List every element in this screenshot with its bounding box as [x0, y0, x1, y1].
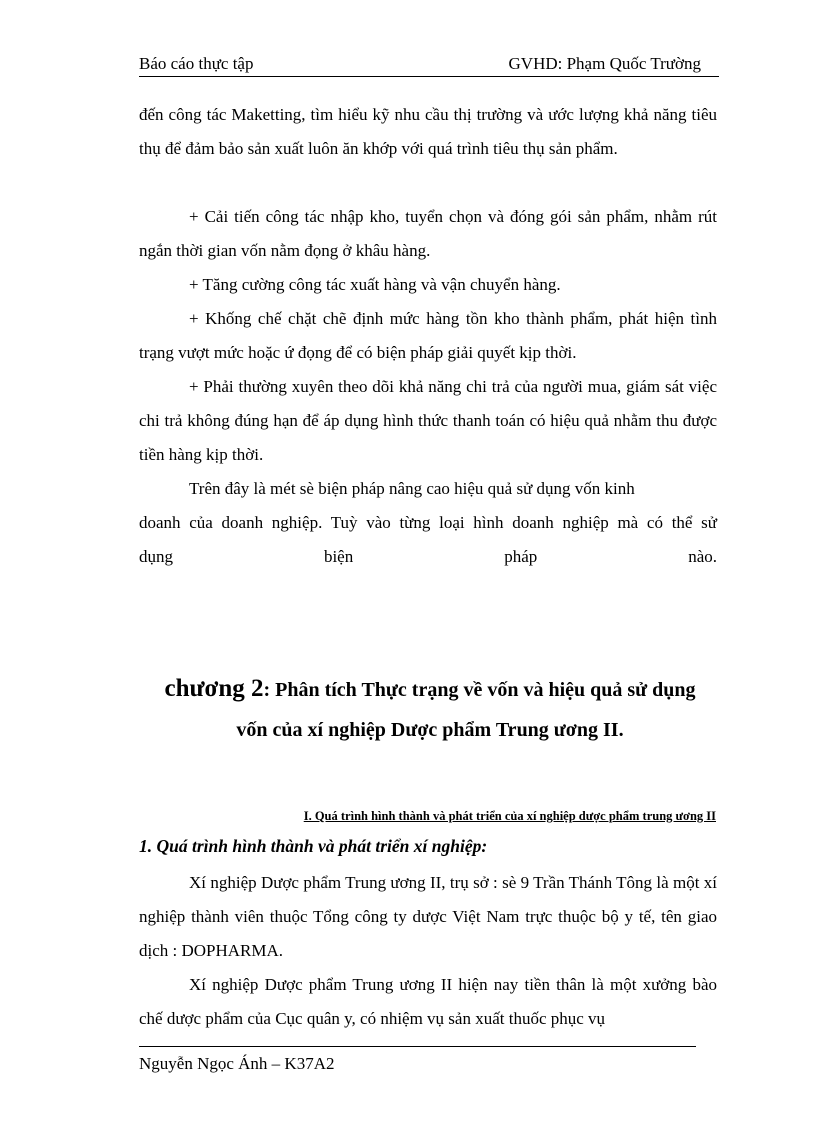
chapter-title-part-1: : Phân tích Thực trạng về vốn và hiệu quả sử dụng [263, 679, 696, 701]
paragraph-warehouse: + Cải tiến công tác nhập kho, tuyển chọn và đóng gói sản phẩm, nhằm rút ngắn thời gian vốn nằm đọng ở khâu hàng. [139, 207, 717, 260]
paragraph-summary [139, 472, 717, 574]
paragraph-inventory: + Khống chế chặt chẽ định mức hàng tồn kho thành phẩm, phát hiện tình trạng vượt mức hoặc ứ đọng để có biện pháp giải quyết kịp thời. [139, 309, 717, 362]
paragraph-shipping: + Tăng cường công tác xuất hàng và vận chuyển hàng. [189, 275, 561, 294]
summary-line-2: doanh của doanh nghiệp. Tuỳ vào từng loại hình doanh nghiệp mà có thể sử [139, 513, 717, 532]
page-header [139, 54, 719, 76]
header-supervisor: GVHD: Phạm Quốc Trường [508, 54, 701, 73]
paragraph-company-intro: Xí nghiệp Dược phẩm Trung ương II, trụ sở : sè 9 Trần Thánh Tông là một xí nghiệp thành viên thuộc Tổng công ty dược Việt Nam trực thuộc bộ y tế, tên giao dịch : DOPHARMA. [139, 873, 717, 960]
section-title: I. Quá trình hình thành và phát triển của xí nghiệp dược phẩm trung ương II [303, 809, 716, 823]
paragraph-payment: + Phải thường xuyên theo dõi khả năng chi trả của người mua, giám sát việc chi trả không đúng hạn để áp dụng hình thức thanh toán có hiệu quả nhằm thu được tiền hàng kịp thời. [139, 377, 717, 464]
summary-line-3: dụng biện pháp nào. [139, 547, 717, 566]
paragraph-marketing: đến công tác Maketting, tìm hiểu kỹ nhu cầu thị trường và ước lượng khả năng tiêu thụ để đảm bảo sản xuất luôn ăn khớp với quá trình tiêu thụ sản phẩm. [139, 105, 717, 158]
subsection-title: 1. Quá trình hình thành và phát triển xí nghiệp: [139, 836, 488, 856]
paragraph-company-history: Xí nghiệp Dược phẩm Trung ương II hiện nay tiền thân là một xưởng bào chế dược phẩm của Cục quân y, có nhiệm vụ sản xuất thuốc phục vụ [139, 975, 717, 1028]
chapter-heading-line-1 [120, 670, 740, 709]
footer-divider [139, 1046, 696, 1047]
chapter-number: chương 2 [164, 675, 264, 702]
chapter-heading [120, 670, 740, 749]
footer-author: Nguyễn Ngọc Ánh – K37A2 [139, 1054, 335, 1073]
header-divider [139, 76, 719, 77]
header-report-title: Báo cáo thực tập [139, 54, 254, 73]
chapter-title-part-2: vốn của xí nghiệp Dược phẩm Trung ương II. [236, 719, 624, 741]
summary-line-1: Trên đây là mét sè biện pháp nâng cao hiệu quả sử dụng vốn kinh [189, 479, 635, 498]
